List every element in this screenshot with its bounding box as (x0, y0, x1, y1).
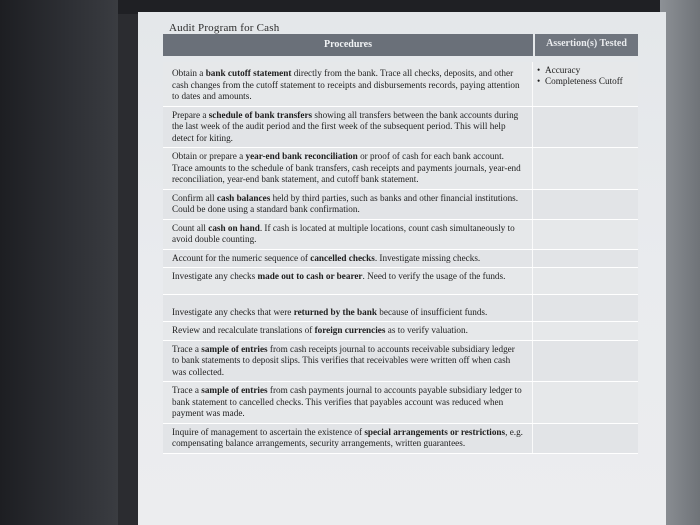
procedure-keyword: sample of entries (201, 343, 268, 354)
table-row (163, 190, 638, 220)
assertion-cell (533, 295, 638, 322)
table-row (163, 295, 638, 323)
procedure-keyword: returned by the bank (293, 306, 377, 317)
procedure-text: Account for the numeric sequence of (172, 252, 311, 263)
procedure-text: Confirm all (172, 192, 217, 203)
bullet-icon: • (537, 65, 541, 75)
procedure-text: Prepare a (172, 109, 209, 120)
procedure-text: Investigate any checks (172, 271, 258, 281)
table-row (163, 250, 638, 269)
assertion-item (537, 76, 634, 87)
assertion-cell (533, 220, 638, 249)
table-row (163, 322, 638, 341)
procedure-cell (163, 322, 533, 340)
procedure-text: or proof of cash for each bank account. Trace amounts to the schedule of bank transfers, cash receipts and payments journals, year-end reconciliation, year-end bank statement, and cutoff bank statement. (172, 151, 521, 184)
audit-table-body (163, 62, 638, 454)
table-header (163, 34, 638, 56)
procedure-cell (163, 107, 533, 148)
assertion-cell (533, 190, 638, 219)
assertion-label: Completeness Cutoff (545, 76, 623, 86)
procedure-text: , e.g. compensating balance arrangements, security arrangements, written guarantees. (172, 426, 523, 448)
procedure-text: because of insufficient funds. (377, 306, 488, 317)
procedure-cell (163, 62, 533, 106)
procedure-keyword: cancelled checks (310, 252, 375, 263)
procedure-text: as to verify valuation. (385, 325, 468, 335)
assertion-cell (533, 341, 638, 382)
procedure-text: showing all transfers between the bank accounts during the last week of the audit period and the first week of the subsequent period. This will help detect for kiting. (172, 109, 519, 143)
procedure-text: . If cash is located at multiple locations, count cash simultaneously to avoid double counting. (172, 222, 515, 244)
document-page (138, 12, 666, 525)
procedure-text: . Investigate missing checks. (374, 252, 481, 263)
monitor-bezel-left (0, 0, 118, 525)
procedure-cell (163, 220, 533, 249)
procedure-cell (163, 341, 533, 382)
procedure-text: from cash receipts journal to accounts receivable subsidiary ledger to bank statements to deposit slips. This verifies that receivables were written off when cash was collected. (172, 343, 515, 377)
procedure-text: Inquire of management to ascertain the existence of (172, 426, 365, 437)
monitor-bezel-right (660, 0, 700, 525)
procedure-keyword: year-end bank reconciliation (245, 151, 358, 161)
table-row (163, 341, 638, 383)
procedure-cell (163, 268, 533, 294)
procedure-cell (163, 424, 533, 453)
assertion-item (537, 65, 634, 76)
procedure-keyword: sample of entries (201, 385, 268, 395)
procedure-keyword: cash balances (216, 192, 271, 203)
table-row (163, 107, 638, 149)
bullet-icon: • (537, 76, 541, 86)
table-row (163, 220, 638, 250)
procedure-keyword: cash on hand (208, 222, 260, 233)
table-row (163, 424, 638, 454)
table-row (163, 382, 638, 424)
assertion-cell (533, 250, 638, 268)
assertion-cell (533, 382, 638, 423)
procedure-text: Obtain a (172, 68, 206, 78)
assertion-cell (533, 268, 638, 294)
procedure-text: Investigate any checks that were (172, 306, 294, 317)
procedure-text: directly from the bank. Trace all checks, deposits, and other cash changes from the cutoff statement to receipts and disbursements records, paying attention to dates and amounts. (172, 68, 520, 101)
procedure-cell (163, 148, 533, 189)
procedure-text: Review and recalculate translations of (172, 325, 315, 335)
procedure-keyword: schedule of bank transfers (208, 109, 313, 120)
procedure-cell (163, 190, 533, 219)
procedure-cell (163, 250, 533, 268)
procedure-text: Trace a (172, 385, 202, 395)
procedure-text: Obtain or prepare a (172, 151, 246, 161)
header-procedures: Procedures (163, 34, 533, 56)
procedure-keyword: bank cutoff statement (205, 68, 292, 78)
table-row (163, 62, 638, 107)
assertion-cell (533, 424, 638, 453)
table-row (163, 268, 638, 295)
assertion-cell (533, 107, 638, 148)
procedure-text: Trace a (172, 343, 202, 354)
assertion-cell (533, 148, 638, 189)
header-assertions: Assertion(s) Tested (535, 34, 638, 56)
assertion-cell (533, 62, 638, 106)
procedure-cell (163, 382, 533, 423)
table-row (163, 148, 638, 190)
procedure-text: held by third parties, such as banks and other financial institutions. Could be done using a standard bank confirmation. (172, 192, 519, 214)
document-title: Audit Program for Cash (169, 22, 280, 34)
procedure-keyword: made out to cash or bearer (257, 271, 363, 281)
procedure-keyword: foreign currencies (314, 325, 386, 335)
assertion-label: Accuracy (545, 65, 581, 75)
procedure-text: Count all (172, 222, 209, 233)
procedure-keyword: special arrangements or restrictions (364, 426, 506, 437)
procedure-text: . Need to verify the usage of the funds. (362, 271, 506, 281)
procedure-text: from cash payments journal to accounts payable subsidiary ledger to bank statement to cancelled checks. This verifies that payables account was reduced when payment was made. (172, 385, 522, 418)
procedure-cell (163, 295, 533, 322)
assertion-cell (533, 322, 638, 340)
